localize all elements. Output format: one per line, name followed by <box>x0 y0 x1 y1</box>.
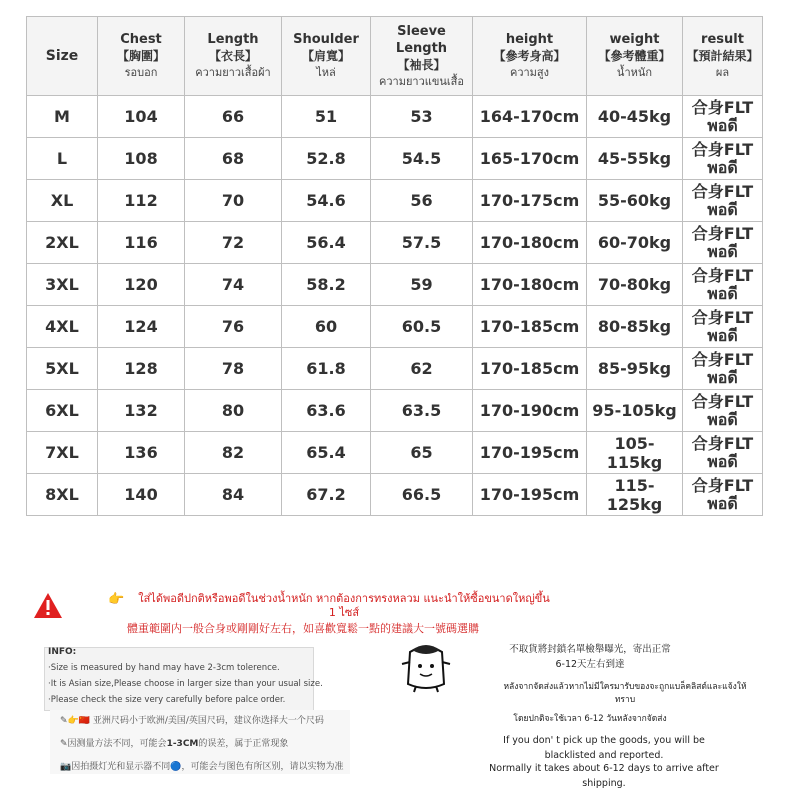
header-th-text: ผล <box>715 66 730 79</box>
cell-chest: 124 <box>98 306 185 348</box>
cell-height: 170-195cm <box>473 474 587 516</box>
table-row <box>27 180 763 222</box>
result-text: 合身FLT <box>691 433 754 453</box>
cell-sleeve: 65 <box>371 432 473 474</box>
result-text: 合身FLT <box>691 265 754 285</box>
cell-height: 170-190cm <box>473 390 587 432</box>
column-header <box>282 17 371 96</box>
cell-shoulder: 54.6 <box>282 180 371 222</box>
result-text: พอดี <box>707 367 738 387</box>
cell-length: 78 <box>185 348 282 390</box>
cell-result <box>683 390 763 432</box>
cell-height: 170-185cm <box>473 306 587 348</box>
table-row <box>27 138 763 180</box>
header-cn-text: 【袖長】 <box>397 57 446 72</box>
column-header <box>473 17 587 96</box>
shipping-note-en-1: If you don' t pick up the goods, you will be blacklisted and reported. <box>503 735 705 761</box>
header-cn-text: 【預計結果】 <box>686 49 759 63</box>
table-row <box>27 432 763 474</box>
header-en-text: height <box>505 32 554 47</box>
result-text: พอดี <box>707 325 738 345</box>
shipping-note-cn-1: 不取貨將封鎖名單檢舉曝光，寄出正常 <box>509 644 671 655</box>
cell-shoulder: 51 <box>282 96 371 138</box>
cell-shoulder: 67.2 <box>282 474 371 516</box>
cell-result <box>683 138 763 180</box>
info-title: INFO: <box>48 647 77 657</box>
header-th-text: ไหล่ <box>316 66 336 79</box>
header-cn-text: 【參考體重】 <box>598 49 671 63</box>
result-text: 合身FLT <box>691 307 754 327</box>
cell-size: 6XL <box>27 390 98 432</box>
cell-shoulder: 58.2 <box>282 264 371 306</box>
column-header <box>371 17 473 96</box>
header-en-text: Sleeve Length <box>395 23 448 56</box>
result-text: 合身FLT <box>691 139 754 159</box>
table-row <box>27 390 763 432</box>
result-text: 合身FLT <box>691 97 754 117</box>
header-cn-text: 【參考身高】 <box>493 49 566 63</box>
cell-shoulder: 63.6 <box>282 390 371 432</box>
cell-sleeve: 56 <box>371 180 473 222</box>
table-row <box>27 264 763 306</box>
result-text: พอดี <box>707 409 738 429</box>
cell-chest: 120 <box>98 264 185 306</box>
shipping-note-cn-2: 6-12天左右到達 <box>555 659 625 670</box>
header-th-text: ความยาวเสื้อผ้า <box>195 66 271 79</box>
header-row <box>27 17 763 96</box>
cell-sleeve: 59 <box>371 264 473 306</box>
header-th-text: ความสูง <box>509 66 550 79</box>
cell-shoulder: 65.4 <box>282 432 371 474</box>
header-en-text: weight <box>609 32 660 47</box>
cell-length: 68 <box>185 138 282 180</box>
size-chart-table <box>26 16 763 516</box>
cell-result <box>683 348 763 390</box>
cell-sleeve: 62 <box>371 348 473 390</box>
cell-shoulder: 52.8 <box>282 138 371 180</box>
cell-size: 3XL <box>27 264 98 306</box>
table-row <box>27 96 763 138</box>
cartoon-jar-icon <box>398 640 454 694</box>
cell-chest: 108 <box>98 138 185 180</box>
cell-height: 164-170cm <box>473 96 587 138</box>
cell-length: 84 <box>185 474 282 516</box>
cell-size: 4XL <box>27 306 98 348</box>
table-row <box>27 348 763 390</box>
chinese-note-line: ✎👉🇨🇳 亚洲尺码小于欧洲/美国/英国尺码，建议你选择大一个尺码 <box>60 716 324 726</box>
cell-result <box>683 222 763 264</box>
cell-length: 74 <box>185 264 282 306</box>
header-cn-text: 【肩寬】 <box>301 49 350 63</box>
cell-chest: 132 <box>98 390 185 432</box>
cell-result <box>683 264 763 306</box>
header-th-text: น้ำหนัก <box>616 66 653 79</box>
info-line: ·It is Asian size,Please choose in larger size than your usual size. <box>48 679 323 689</box>
cell-height: 170-175cm <box>473 180 587 222</box>
result-text: 合身FLT <box>691 349 754 369</box>
cell-height: 170-180cm <box>473 264 587 306</box>
header-th-text: รอบอก <box>124 66 158 79</box>
table-row <box>27 306 763 348</box>
cell-result <box>683 432 763 474</box>
cell-weight: 95-105kg <box>587 390 683 432</box>
table-body <box>27 96 763 516</box>
cell-size: 2XL <box>27 222 98 264</box>
cell-sleeve: 53 <box>371 96 473 138</box>
column-header <box>27 17 98 96</box>
header-en-text: Size <box>45 47 79 64</box>
result-text: 合身FLT <box>691 475 754 495</box>
cell-sleeve: 57.5 <box>371 222 473 264</box>
cell-result <box>683 180 763 222</box>
cell-length: 72 <box>185 222 282 264</box>
header-en-text: Length <box>207 32 259 47</box>
header-cn-text: 【胸圍】 <box>116 49 165 63</box>
result-text: พอดี <box>707 241 738 261</box>
column-header <box>683 17 763 96</box>
result-text: 合身FLT <box>691 391 754 411</box>
table-row <box>27 474 763 516</box>
cell-sleeve: 54.5 <box>371 138 473 180</box>
cell-chest: 136 <box>98 432 185 474</box>
column-header <box>185 17 282 96</box>
shipping-note-thai-1: หลังจากจัดส่งแล้วหากไม่มีใครมารับของจะถูกแบล็คลิสต์และแจ้งให้ทราบ <box>503 682 747 705</box>
cell-chest: 128 <box>98 348 185 390</box>
cell-weight: 40-45kg <box>587 96 683 138</box>
cell-weight: 70-80kg <box>587 264 683 306</box>
cell-size: L <box>27 138 98 180</box>
cell-size: XL <box>27 180 98 222</box>
cell-chest: 104 <box>98 96 185 138</box>
header-en-text: result <box>701 32 744 47</box>
cell-weight: 55-60kg <box>587 180 683 222</box>
cell-size: 8XL <box>27 474 98 516</box>
result-text: พอดี <box>707 157 738 177</box>
chinese-note-line: 📷因拍摄灯光和显示器不同🔵，可能会与图色有所区别，请以实物为准 <box>60 762 344 772</box>
header-th-text: ความยาวแขนเสื้อ <box>379 74 464 88</box>
cell-weight: 80-85kg <box>587 306 683 348</box>
cell-sleeve: 66.5 <box>371 474 473 516</box>
cell-shoulder: 61.8 <box>282 348 371 390</box>
cell-length: 70 <box>185 180 282 222</box>
cell-height: 165-170cm <box>473 138 587 180</box>
cell-chest: 140 <box>98 474 185 516</box>
info-line: ·Please check the size very carefully before palce order. <box>48 695 286 705</box>
cell-shoulder: 56.4 <box>282 222 371 264</box>
header-cn-text: 【衣長】 <box>208 49 257 63</box>
chinese-note-line: ✎因测量方法不同，可能会1-3CM的误差，属于正常现象 <box>60 739 289 749</box>
cell-chest: 112 <box>98 180 185 222</box>
cell-size: 7XL <box>27 432 98 474</box>
result-text: พอดี <box>707 493 738 513</box>
pointing-hand-icon: 👉 <box>108 592 125 607</box>
warning-text-thai: ใส่ได้พอดีปกติหรือพอดีในช่วงน้ำหนัก หากต้องการทรงหลวม แนะนำให้ซื้อขนาดใหญ่ขึ้น 1 ไซส์ <box>138 592 550 619</box>
cell-chest: 116 <box>98 222 185 264</box>
cell-weight: 85-95kg <box>587 348 683 390</box>
cell-weight: 105-115kg <box>587 432 683 474</box>
cell-sleeve: 63.5 <box>371 390 473 432</box>
result-text: พอดี <box>707 115 738 135</box>
cell-size: 5XL <box>27 348 98 390</box>
cell-length: 82 <box>185 432 282 474</box>
result-text: พอดี <box>707 451 738 471</box>
shipping-note-thai-2: โดยปกติจะใช้เวลา 6-12 วันหลังจากจัดส่ง <box>513 714 667 724</box>
cell-result <box>683 474 763 516</box>
cell-shoulder: 60 <box>282 306 371 348</box>
result-text: 合身FLT <box>691 223 754 243</box>
warning-text-chinese: 體重範圍内一般合身或剛剛好左右，如喜歡寬鬆一點的建議大一號碼選購 <box>127 622 479 635</box>
shipping-note-en-2: Normally it takes about 6-12 days to arrive after shipping. <box>489 763 719 789</box>
cell-length: 66 <box>185 96 282 138</box>
result-text: พอดี <box>707 283 738 303</box>
table-row <box>27 222 763 264</box>
header-en-text: Chest <box>120 32 162 47</box>
cell-height: 170-180cm <box>473 222 587 264</box>
cell-length: 80 <box>185 390 282 432</box>
result-text: 合身FLT <box>691 181 754 201</box>
column-header <box>587 17 683 96</box>
cell-weight: 115-125kg <box>587 474 683 516</box>
cell-length: 76 <box>185 306 282 348</box>
cell-height: 170-185cm <box>473 348 587 390</box>
cell-weight: 60-70kg <box>587 222 683 264</box>
notes-section <box>0 580 800 800</box>
cell-result <box>683 306 763 348</box>
warning-triangle-icon <box>33 592 63 619</box>
cell-height: 170-195cm <box>473 432 587 474</box>
header-en-text: Shoulder <box>293 32 359 47</box>
cell-result <box>683 96 763 138</box>
cell-weight: 45-55kg <box>587 138 683 180</box>
cell-sleeve: 60.5 <box>371 306 473 348</box>
column-header <box>98 17 185 96</box>
result-text: พอดี <box>707 199 738 219</box>
info-line: ·Size is measured by hand may have 2-3cm tolerence. <box>48 663 280 673</box>
cell-size: M <box>27 96 98 138</box>
